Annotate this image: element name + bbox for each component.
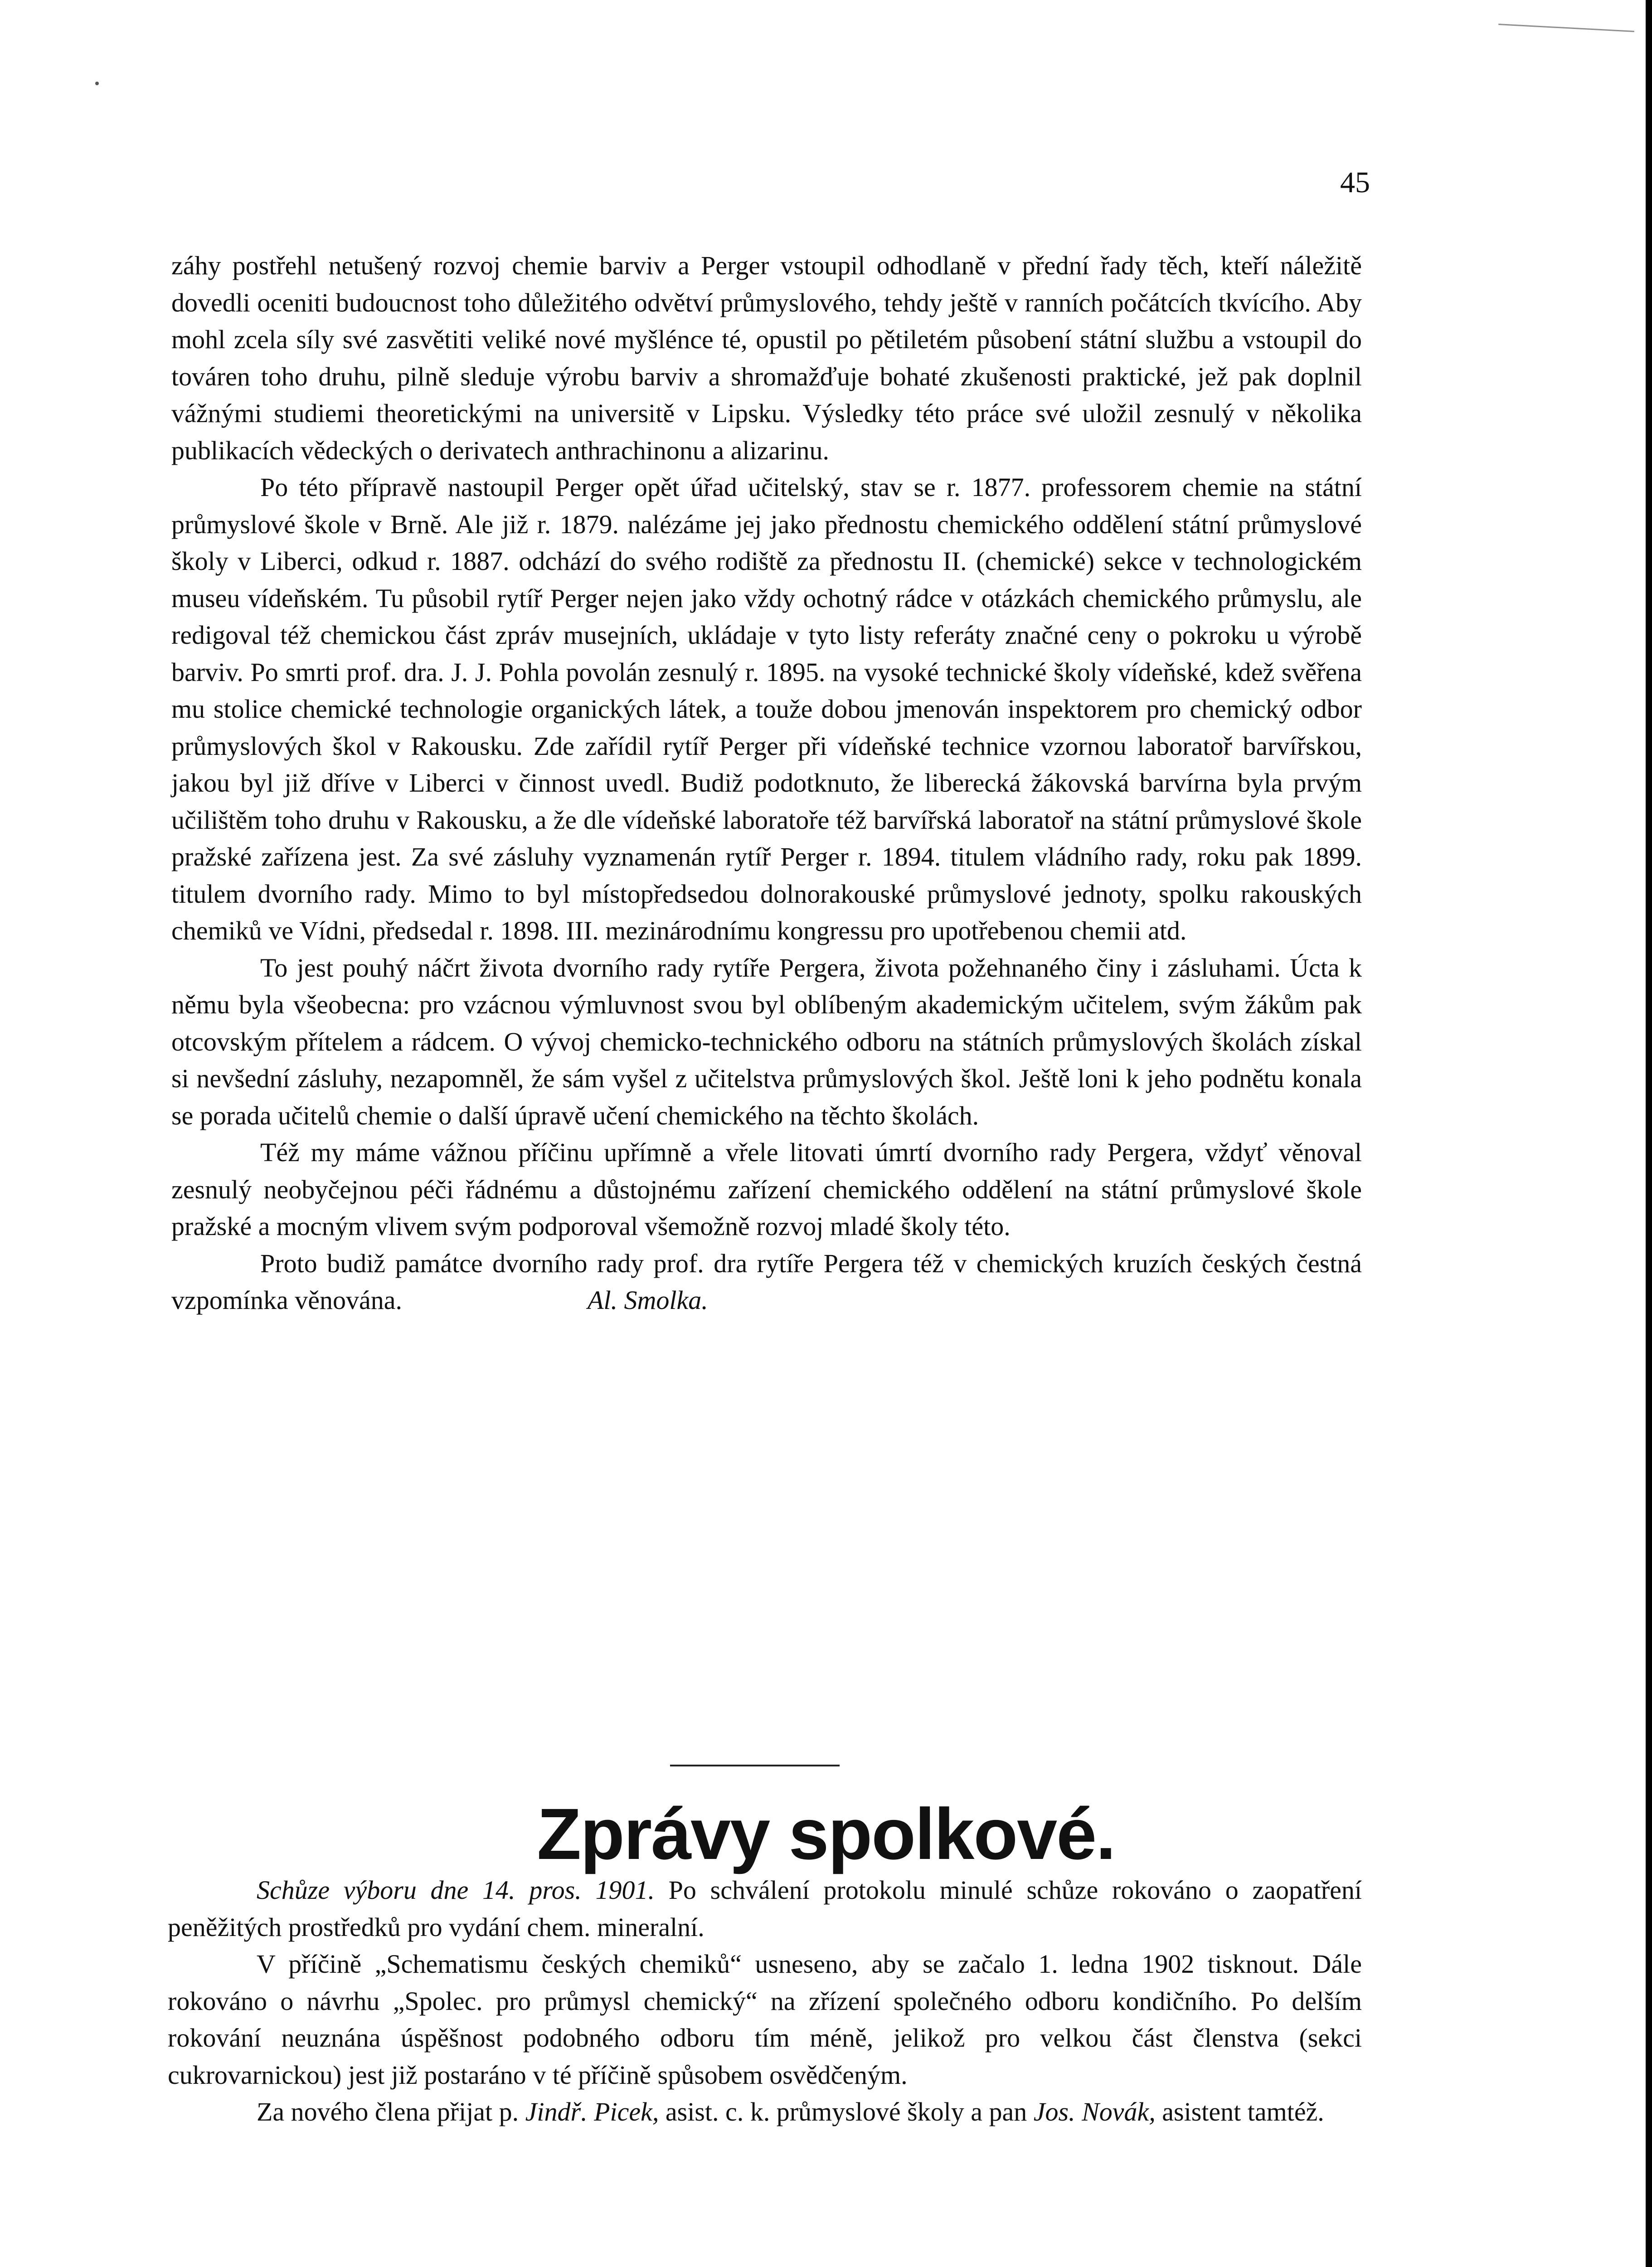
member-name-1: Jindř. Picek, — [525, 2097, 659, 2126]
meeting-date: Schůze výboru dne 14. pros. 1901. — [257, 1875, 655, 1905]
paragraph-1: záhy postřehl netušený rozvoj chemie barviv a Perger vstoupil odhodlaně v přední řady těch, kteří náležitě dovedli oceniti budoucnost toho důležitého odvětví průmyslového, tehdy ještě v ranních počátcích tkvícího. Aby mohl zcela síly své zasvětiti veliké nové myšlénce té, opustil po pětiletém působení státní službu a vstoupil do továren toho druhu, pilně sleduje výrobu barviv a shromažďuje bohaté zkušenosti praktické, jež pak doplnil vážnými studiemi theoretickými na universitě v Lipsku. Výsledky této práce své uložil zesnulý v několika publikacích vědeckých o derivatech anthrachinonu a alizarinu. — [171, 251, 1362, 465]
news-paragraph-3-c: asistent tamtéž. — [1162, 2097, 1324, 2126]
paragraph-3: To jest pouhý náčrt života dvorního rady rytíře Pergera, života požehnaného činy i zásluhami. Úcta k němu byla všeobecna: pro vzácnou výmluvnost svou byl oblíbeným akademickým učitelem, svým žákům pak otcovským přítelem a rádcem. O vývoj chemicko-technického odboru na státních průmyslových školách získal si nevšední zásluhy, nezapomněl, že sám vyšel z učitelstva průmyslových škol. Ještě loni k jeho podnětu konala se porada učitelů chemie o další úpravě učení chemického na těchto školách. — [171, 953, 1362, 1130]
news-paragraph-3-b: asist. c. k. průmyslové školy a pan — [665, 2097, 1027, 2126]
section-divider — [670, 1765, 840, 1766]
scan-speck — [95, 82, 99, 85]
member-name-2: Jos. Novák, — [1033, 2097, 1156, 2126]
scan-border-right — [1646, 0, 1652, 2267]
section-heading: Zprávy spolkové. — [537, 1793, 1115, 1874]
news-paragraph-3 — [168, 2093, 1362, 2131]
obituary-article — [171, 247, 1362, 1319]
paragraph-5 — [171, 1245, 1362, 1319]
news-paragraph-2: V příčině „Schematismu českých chemiků“ usneseno, aby se začalo 1. ledna 1902 tisknout. Dále rokováno o návrhu „Spolec. pro průmysl chemický“ na zřízení společného odboru kondičního. Po delším rokování neuznána úspěšnost podobného odboru tím méně, jelikož pro velkou část členstva (sekci cukrovarnickou) jest již postaráno v té příčině spůsobem osvědčeným. — [168, 1949, 1362, 2090]
news-paragraph-1-text: Po schválení protokolu minulé schůze rokováno o zaopatření peněžitých prostředků pro vydání chem. mineralní. — [168, 1875, 1362, 1942]
author-signature: Al. Smolka. — [587, 1285, 708, 1315]
scan-artifact — [1497, 24, 1634, 50]
news-paragraph-3-a: Za nového člena přijat p. — [257, 2097, 519, 2126]
paragraph-4: Též my máme vážnou příčinu upřímně a vřele litovati úmrtí dvorního rady Pergera, vždyť věnoval zesnulý neobyčejnou péči řádnému a důstojnému zařízení chemického oddělení na státní průmyslové škole pražské a mocným vlivem svým podporoval všemožně rozvoj mladé školy této. — [171, 1138, 1362, 1241]
society-news — [168, 1872, 1362, 2131]
news-paragraph-1 — [168, 1872, 1362, 1946]
page-number: 45 — [1340, 166, 1370, 199]
paragraph-2: Po této přípravě nastoupil Perger opět úřad učitelský, stav se r. 1877. professorem chemie na státní průmyslové škole v Brně. Ale již r. 1879. nalézáme jej jako přednostu chemického oddělení státní průmyslové školy v Liberci, odkud r. 1887. odchází do svého rodiště za přednostu II. (chemické) sekce v technologickém museu vídeňském. Tu působil rytíř Perger nejen jako vždy ochotný rádce v otázkách chemického průmyslu, ale redigoval též chemickou část zpráv musejních, ukládaje v tyto listy referáty značné ceny o pokroku u výrobě barviv. Po smrti prof. dra. J. J. Pohla povolán zesnulý r. 1895. na vysoké technické školy vídeňské, kdež svěřena mu stolice chemické technologie organických látek, a touže dobou jmenován inspektorem pro chemický odbor průmyslových škol v Rakousku. Zde zařídil rytíř Perger při vídeňské technice vzornou laboratoř barvířskou, jakou byl již dříve v Liberci v činnost uvedl. Budiž podotknuto, že liberecká žákovská barvírna byla prvým učilištěm toho druhu v Rakousku, a že dle vídeňské laboratoře též barvířská laboratoř na státní průmyslové škole pražské zařízena jest. Za své zásluhy vyznamenán rytíř Perger r. 1894. titulem vládního rady, roku pak 1899. titulem dvorního rady. Mimo to byl místopředsedou dolnorakouské průmyslové jednoty, spolku rakouských chemiků ve Vídni, předsedal r. 1898. III. mezinárodnímu kongressu pro upotřebenou chemii atd. — [171, 472, 1362, 945]
paragraph-5-text: Proto budiž památce dvorního rady prof. dra rytíře Pergera též v chemických kruzích českých čestná vzpomínka věnována. — [171, 1248, 1362, 1315]
